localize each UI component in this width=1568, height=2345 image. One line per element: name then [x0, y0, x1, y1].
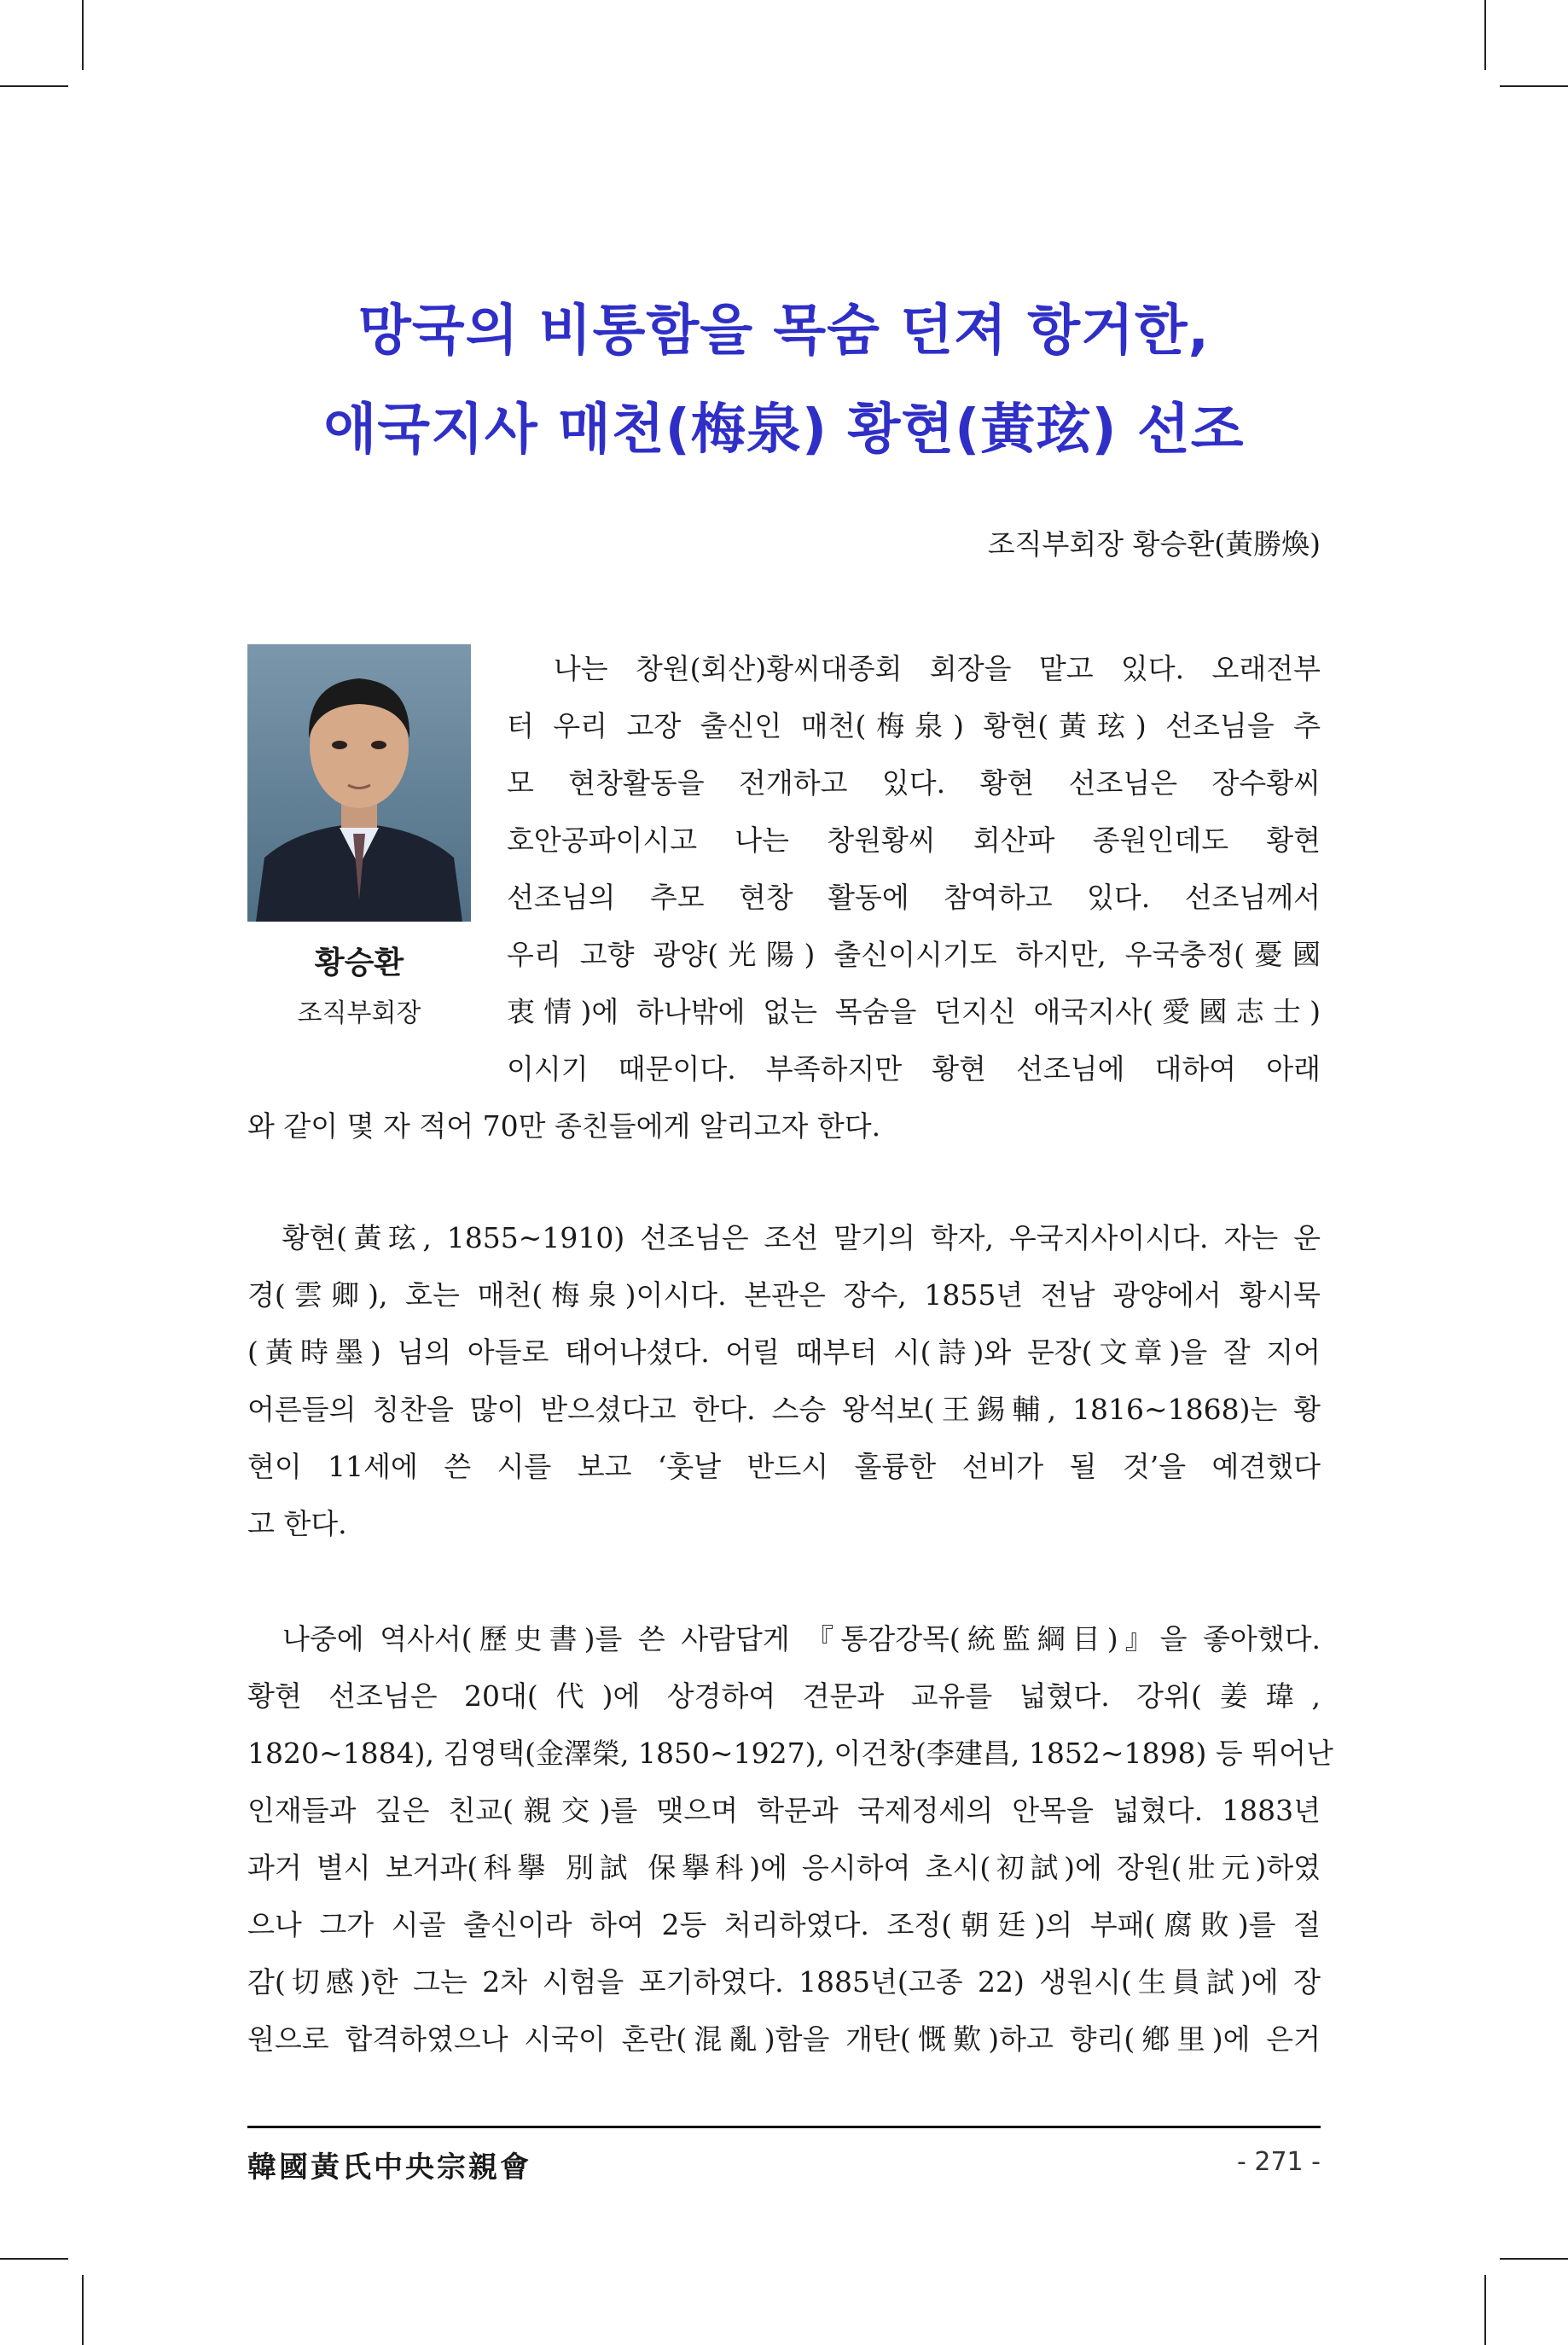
text-line: 이시기 때문이다. 부족하지만 황현 선조님에 대하여 아래	[507, 1052, 1321, 1085]
text-line: 선조님의 추모 현창 활동에 참여하고 있다. 선조님께서	[507, 881, 1321, 914]
crop-mark	[82, 0, 84, 70]
photo-caption-role: 조직부회장	[297, 998, 421, 1028]
portrait-image	[247, 644, 471, 922]
footer-organization: 韓國黃氏中央宗親會	[247, 2150, 531, 2185]
text-line: 원으로 합격하였으나 시국이 혼란(混亂)함을 개탄(慨歎)하고 향리(鄕里)에 은거	[247, 2022, 1321, 2056]
paragraph-2	[247, 1209, 1321, 1552]
paragraph-1-tail	[247, 1097, 1321, 1155]
text-line: 경(雲卿), 호는 매천(梅泉)이시다. 본관은 장수, 1855년 전남 광양에서 황시묵	[247, 1278, 1321, 1312]
crop-mark	[1484, 2275, 1486, 2345]
paragraph-3	[247, 1610, 1333, 2068]
text-line: 으나 그가 시골 출신이라 하여 2등 처리하였다. 조정(朝廷)의 부패(腐敗)를 절	[247, 1908, 1321, 1941]
text-line: 황현(黃玹, 1855~1910) 선조님은 조선 말기의 학자, 우국지사이시다. 자는 운	[247, 1221, 1321, 1254]
text-line: 1820~1884), 김영택(金澤榮, 1850~1927), 이건창(李建昌, 1852~1898) 등 뛰어난	[247, 1737, 1333, 1770]
text-line: 나는 창원(회산)황씨대종회 회장을 맡고 있다. 오래전부	[507, 652, 1321, 685]
footer-divider	[247, 2126, 1321, 2128]
crop-mark	[1500, 85, 1568, 87]
text-line: 우리 고향 광양(光陽) 출신이시기도 하지만, 우국충정(憂國	[507, 938, 1321, 971]
author-photo	[247, 644, 471, 922]
text-line: 어른들의 칭찬을 많이 받으셨다고 한다. 스승 왕석보(王錫輔, 1816~1868)는 황	[247, 1393, 1321, 1426]
text-line: 인재들과 깊은 친교(親交)를 맺으며 학문과 국제정세의 안목을 넓혔다. 1883년	[247, 1794, 1321, 1827]
text-line: 모 현창활동을 전개하고 있다. 황현 선조님은 장수황씨	[507, 766, 1321, 800]
page-number: - 271 -	[1237, 2147, 1321, 2177]
text-line: 호안공파이시고 나는 창원황씨 회산파 종원인데도 황현	[507, 823, 1321, 857]
text-line: 와 같이 몇 자 적어 70만 종친들에게 알리고자 한다.	[247, 1109, 881, 1143]
text-line: (黃時墨) 님의 아들로 태어나셨다. 어릴 때부터 시(詩)와 문장(文章)을 잘 지어	[247, 1335, 1321, 1369]
text-line: 현이 11세에 쓴 시를 보고 ‘훗날 반드시 훌륭한 선비가 될 것’을 예견했다	[247, 1450, 1321, 1483]
page-title	[0, 282, 1568, 480]
text-line: 衷情)에 하나밖에 없는 목숨을 던지신 애국지사(愛國志士)	[507, 995, 1321, 1028]
crop-mark	[82, 2275, 84, 2345]
author-byline: 조직부회장 황승환(黃勝煥)	[987, 527, 1321, 561]
title-line-2: 애국지사 매천(梅泉) 황현(黃玹) 선조	[323, 399, 1245, 462]
text-line: 고 한다.	[247, 1507, 347, 1540]
text-line: 과거 별시 보거과(科擧 別試 保擧科)에 응시하여 초시(初試)에 장원(壯元)하였	[247, 1851, 1321, 1884]
title-line-1: 망국의 비통함을 목숨 던져 항거한,	[358, 300, 1210, 363]
text-line: 나중에 역사서(歷史書)를 쓴 사람답게 『통감강목(統監綱目)』을 좋아했다.	[247, 1622, 1321, 1655]
crop-mark	[0, 2258, 68, 2260]
text-line: 감(切感)한 그는 2차 시험을 포기하였다. 1885년(고종 22) 생원시(生員試)에 장	[247, 1965, 1321, 1999]
photo-caption-name: 황승환	[314, 946, 404, 980]
crop-mark	[1500, 2258, 1568, 2260]
paragraph-1	[507, 640, 1321, 1097]
text-line: 황현 선조님은 20대(代)에 상경하여 견문과 교유를 넓혔다. 강위(姜瑋,	[247, 1679, 1321, 1713]
crop-mark	[0, 85, 68, 87]
crop-mark	[1484, 0, 1486, 70]
text-line: 터 우리 고장 출신인 매천(梅泉) 황현(黃玹) 선조님을 추	[507, 709, 1321, 742]
